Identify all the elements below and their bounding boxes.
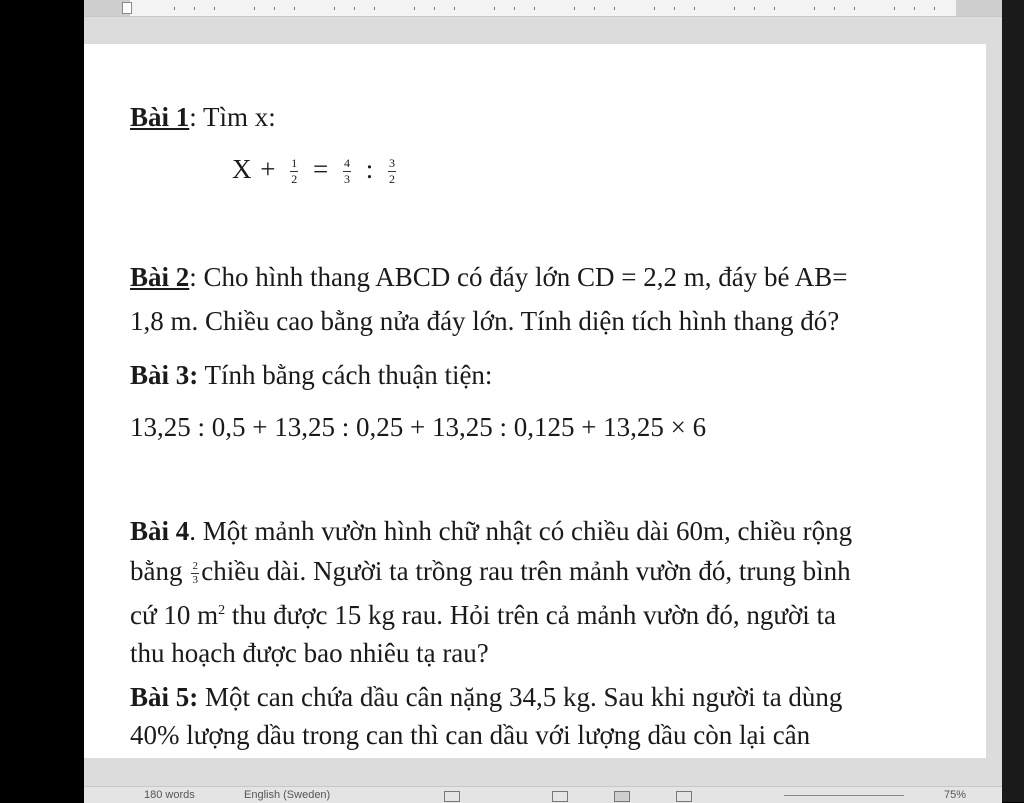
zoom-slider[interactable] <box>784 795 904 796</box>
exercise-5-line-1: Bài 5: Một can chứa dầu cân nặng 34,5 kg. Sau khi người ta dùng <box>130 682 843 712</box>
fraction-4-3: $\frac{4}{3}$ <box>343 156 350 187</box>
equation: X + $\frac{1}{2}$ = $\frac{4}{3}$ : $\frac{3}{2}$ <box>232 154 395 187</box>
exercise-4-line-1: Bài 4. Một mảnh vườn hình chữ nhật có chiều dài 60m, chiều rộng <box>130 516 853 546</box>
exercise-2-line-1: Bài 2: Cho hình thang ABCD có đáy lớn CD = 2,2 m, đáy bé AB= <box>130 262 848 292</box>
ruler-right-margin <box>956 0 1002 16</box>
exercise-3-heading: Bài 3: Tính bằng cách thuận tiện: <box>130 360 493 390</box>
exercise-4-line-4: thu hoạch được bao nhiêu tạ rau? <box>130 638 489 668</box>
horizontal-ruler[interactable] <box>84 0 1002 17</box>
exercise-1-heading: Bài 1: Tìm x: <box>130 102 276 132</box>
zoom-level[interactable]: 75% <box>944 789 967 801</box>
fraction-1-2: $\frac{1}{2}$ <box>291 156 298 187</box>
language-indicator[interactable]: English (Sweden) <box>244 789 331 801</box>
vertical-scrollbar[interactable] <box>1002 0 1024 802</box>
exercise-2-line-2: 1,8 m. Chiều cao bằng nửa đáy lớn. Tính diện tích hình thang đó? <box>130 306 840 336</box>
exercise-4-line-3: cứ 10 $m^2$ thu được 15 kg rau. Hỏi trên cả mảnh vườn đó, người ta <box>130 600 836 630</box>
exercise-5-line-2: 40% lượng dầu trong can thì can dầu với lượng dầu còn lại cân <box>130 720 811 750</box>
print-layout-icon[interactable] <box>614 791 630 802</box>
read-mode-icon[interactable] <box>552 791 568 802</box>
web-layout-icon[interactable] <box>676 791 692 802</box>
exercise-3-expression: 13,25 : 0,5 + 13,25 : 0,25 + 13,25 : 0,125 + 13,25 × 6 <box>130 412 707 442</box>
fraction-3-2: $\frac{3}{2}$ <box>388 156 395 187</box>
document-page[interactable] <box>84 44 986 758</box>
word-count[interactable]: 180 words <box>144 789 195 801</box>
exercise-4-line-2: bằng $\frac{2}{3}$ chiều dài. Người ta trồng rau trên mảnh vườn đó, trung bình <box>130 556 851 587</box>
status-bar <box>84 786 1002 803</box>
indent-marker-icon[interactable] <box>122 2 132 14</box>
fraction-2-3: $\frac{2}{3}$ <box>192 560 198 587</box>
proofing-icon[interactable] <box>444 791 460 802</box>
